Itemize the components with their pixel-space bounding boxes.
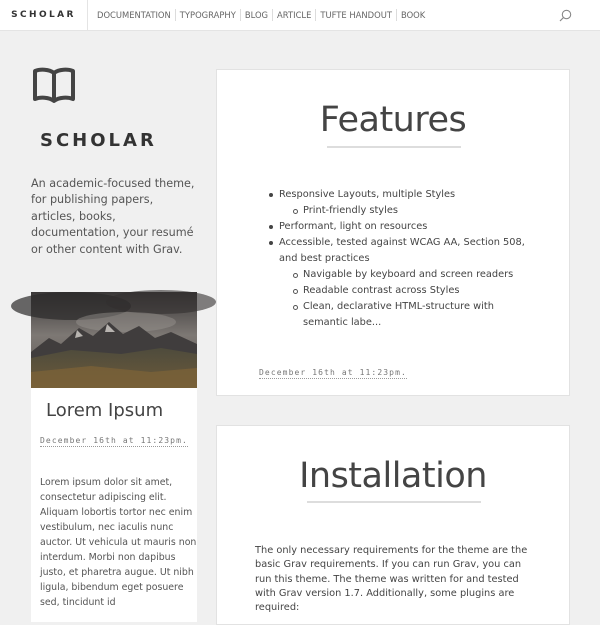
list-item-label: Clean, declarative HTML-structure with semantic labe... [303,301,494,328]
nav-item-article[interactable]: ARTICLE [272,9,315,21]
list-item-label: Performant, light on resources [279,221,428,232]
list-item-label: Responsive Layouts, multiple Styles [279,189,456,200]
sub-list-item [287,203,525,219]
post-thumbnail[interactable] [31,292,197,388]
list-item-label: Print-friendly styles [303,205,398,216]
nav-item-book[interactable]: BOOK [396,9,429,21]
site-description: An academic-focused theme, for publishing papers, articles, books, documentation, your resumé or other content with Grav. [31,177,195,256]
list-item-label: Navigable by keyboard and screen readers [303,269,514,280]
post-excerpt: Lorem ipsum dolor sit amet, consectetur adipiscing elit. Aliquam lobortis tortor nec enim vestibulum, nec iaculis nunc auctor. Ut vehicula ut mauris non interdum. Morbi non dapibus justo, et pharetra augue. Ut nibh ligula, bibendum eget posuere sed, tincidunt id [40,477,197,608]
installation-title[interactable]: Installation [299,456,487,496]
site-title[interactable]: SCHOLAR [40,130,157,151]
search-icon[interactable] [559,9,572,22]
features-card [216,69,570,396]
sub-list-item [287,267,525,283]
post-title[interactable]: Lorem Ipsum [46,400,164,421]
book-icon [32,66,76,102]
list-item [263,187,525,219]
list-item-label: Readable contrast across Styles [303,285,460,296]
main-menu [93,9,429,21]
installation-text: The only necessary requirements for the theme are the basic Grav requirements. If you can run Grav, you can run this theme. The theme was written for and tested with Grav version 1.7. Additionally, some plugins are required: [255,545,528,614]
list-item-label: Accessible, tested against WCAG AA, Section 508, and best practices [279,237,525,264]
features-list [263,187,525,331]
title-underline [307,501,481,503]
brand-link[interactable]: SCHOLAR [0,0,88,31]
sub-list-item [287,283,525,299]
sub-list-item [287,299,525,331]
list-item [263,219,525,235]
post-date[interactable]: December 16th at 11:23pm. [259,368,407,377]
nav-item-tufte-handout[interactable]: TUFTE HANDOUT [315,9,396,21]
nav-item-blog[interactable]: BLOG [240,9,272,21]
title-underline [327,146,461,148]
nav-item-typography[interactable]: TYPOGRAPHY [175,9,240,21]
post-date[interactable]: December 16th at 11:23pm. [40,436,188,445]
nav-item-documentation[interactable]: DOCUMENTATION [97,10,171,20]
top-navigation [0,0,600,31]
list-item [263,235,525,331]
sidebar-post-card[interactable] [31,292,197,622]
features-title[interactable]: Features [319,100,467,140]
installation-card [216,425,570,625]
